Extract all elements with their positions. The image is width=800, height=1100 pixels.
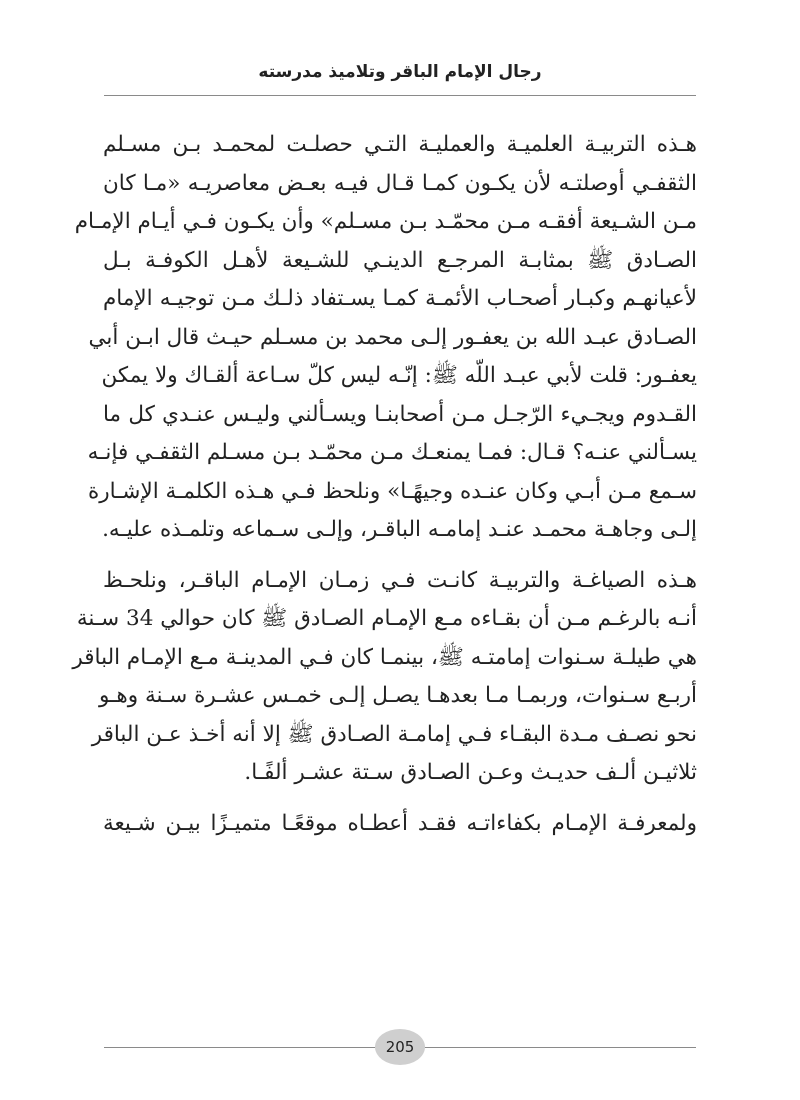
header-divider (104, 95, 696, 96)
paragraph-1 (74, 126, 697, 550)
text-line: لأعيانهـم وكبـار أصحـاب الأئمـة كمـا يسـتفاد ذلـك مـن توجيـه الإمام (103, 286, 697, 311)
body-text (72, 126, 697, 855)
text-line: هي طيلـة سـنوات إمامتـه ﷺ، بينمـا كان فـي المدينـة مـع الإمـام الباقر (72, 644, 697, 670)
text-line: أنـه بالرغـم مـن أن بقـاءه مـع الإمـام الصـادق ﷺ كان حوالي 34 سـنة (76, 606, 697, 631)
text-line: الصـادق عبـد الله بن يعفـور إلـى محمد بن مسـلم حيـث قال ابـن أبي (88, 324, 697, 350)
running-header-title: رجال الإمام الباقر وتلاميذ مدرسته (258, 62, 542, 82)
page-footer (104, 1027, 696, 1067)
text-line: يعفـور: قلت لأبي عبـد اللّه ﷺ: إنّـه ليس كلّ سـاعة ألقـاك ولا يمكن (101, 363, 697, 388)
text-line: إلـى وجاهـة محمـد عنـد إمامـه الباقـر، وإلـى سـماعه وتلمـذه عليـه. (102, 517, 697, 542)
text-line: الصـادق ﷺ بمثابـة المرجـع الدينـي للشـيعة لأهـل الكوفـة بـل (103, 247, 697, 273)
text-line: هـذه الصياغـة والتربيـة كانـت فـي زمـان الإمـام الباقـر، ونلحـظ (103, 567, 697, 593)
page-number: 205 (385, 1038, 415, 1056)
text-line: أربـع سـنوات، وربمـا مـا بعدهـا يصـل إلـى خمـس عشـرة سـنة وهـو (99, 683, 697, 708)
text-line: هـذه التربيـة العلميـة والعمليـة التـي حصلـت لمحمـد بـن مسـلم (103, 132, 697, 157)
text-line: ولمعرفـة الإمـام بكفاءاتـه فقـد أعطـاه موقعًـا متميـزًا بيـن شـيعة (103, 810, 697, 836)
text-line: مـن الشـيعة أفقـه مـن محمّـد بـن مسـلم» وأن يكـون فـي أيـام الإمـام (74, 209, 697, 234)
text-line: يسـألني عنـه؟ قـال: فمـا يمنعـك مـن محمّـد بـن مسـلم الثقفـي فإنـه (87, 440, 697, 465)
text-line: القـدوم ويجـيء الرّجـل مـن أصحابنـا ويسـألني وليـس عنـدي كل ما (103, 401, 697, 427)
paragraph-3 (103, 805, 697, 844)
text-line: سـمع مـن أبـي وكان عنـده وجيهًـا» ونلحظ فـي هـذه الكلمـة الإشـارة (87, 478, 697, 504)
text-line: الثقفـي أوصلتـه لأن يكـون كمـا قـال فيـه بعـض معاصريـه «مـا كان (103, 170, 697, 196)
paragraph-2 (72, 562, 697, 793)
text-line: ثلاثيـن ألـف حديـث وعـن الصـادق سـتة عشـر ألفًـا. (244, 760, 697, 785)
text-line: نحو نصـف مـدة البقـاء فـي إمامـة الصـادق ﷺ إلا أنه أخـذ عـن الباقر (91, 721, 697, 747)
page-number-badge (375, 1029, 425, 1065)
